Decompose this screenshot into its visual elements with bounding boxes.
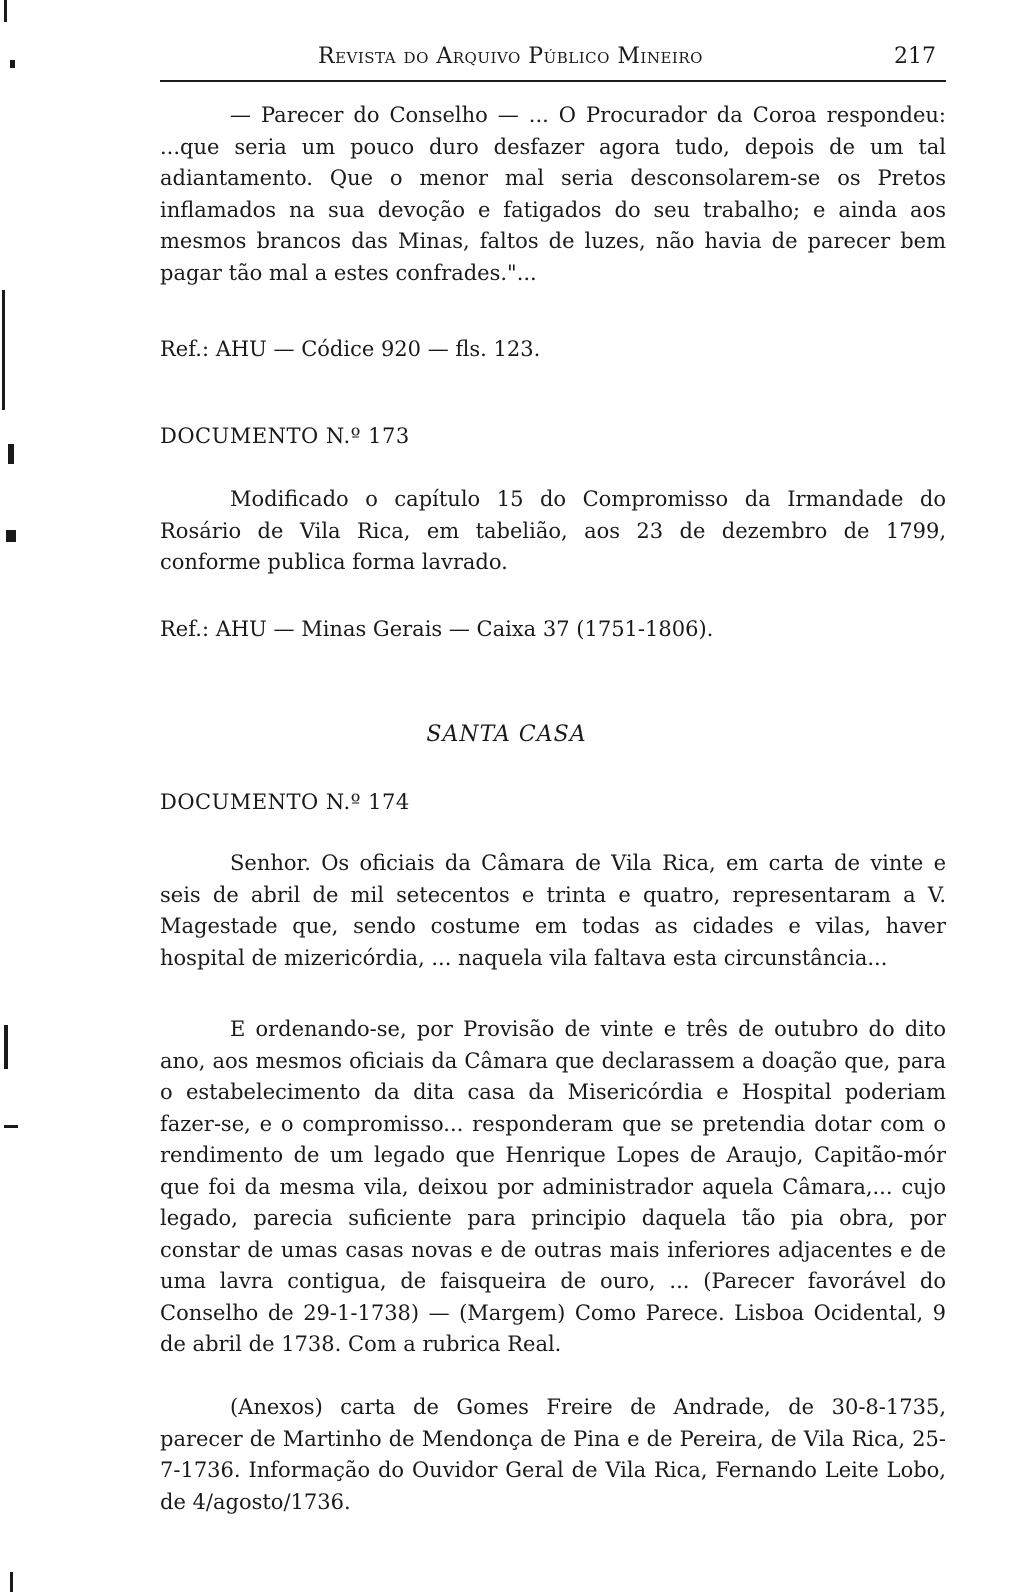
reference-line: Ref.: AHU — Códice 920 — fls. 123. — [160, 337, 541, 361]
document-heading-173: DOCUMENTO N.º 173 — [160, 424, 410, 448]
running-head — [160, 40, 946, 80]
paragraph-ordenando: E ordenando-se, por Provisão de vinte e três de outubro do dito ano, aos mesmos oficiais da Câmara que declarassem a doação que, para o estabelecimento da dita casa da Misericórdia e Hospital poderiam fazer-se, e o compromisso... responderam que se pretendia dotar com o rendimento de um legado que Henrique Lopes de Araujo, Capitão-mór que foi da mesma vila, deixou por administrador aquela Câmara,... cujo legado, parecia suficiente para principio daquela tão pia obra, por constar de umas casas novas e de outras mais inferiores adjacentes e de uma lavra contigua, de faisqueira de ouro, ... (Parecer favorável do Conselho de 29-1-1738) — (Margem) Como Parece. Lisboa Ocidental, 9 de abril de 1738. Com a rubrica Real. — [160, 1017, 946, 1356]
header-rule — [160, 80, 946, 82]
section-title: SANTA CASA — [426, 722, 587, 747]
scan-mark — [4, 1125, 18, 1128]
scan-mark — [8, 444, 14, 464]
scan-mark — [4, 1025, 8, 1069]
scan-mark — [6, 530, 16, 542]
paragraph-senhor: Senhor. Os oficiais da Câmara de Vila Rica, em carta de vinte e seis de abril de mil setecentos e trinta e quatro, representaram a V. Magestade que, sendo costume em todas as cidades e vilas, haver hospital de mizericórdia, ... naquela vila faltava esta circunstância... — [160, 851, 946, 970]
scan-mark — [10, 1572, 13, 1592]
scan-mark — [10, 60, 15, 68]
scan-mark — [2, 290, 5, 410]
reference-line: Ref.: AHU — Minas Gerais — Caixa 37 (1751-1806). — [160, 617, 714, 641]
paragraph-parecer: — Parecer do Conselho — ... O Procurador da Coroa respondeu: ...que seria um pouco duro desfazer agora tudo, depois de um tal adiantamento. Que o menor mal seria desconsolarem-se os Pretos inflamados na sua devoção e fatigados do seu trabalho; e ainda aos mesmos brancos das Minas, faltos de luzes, não havia de parecer bem pagar tão mal a estes confrades."... — [160, 103, 946, 285]
paragraph-document-173: Modificado o capítulo 15 do Compromisso da Irmandade do Rosário de Vila Rica, em tabelião, aos 23 de dezembro de 1799, conforme publica forma lavrado. — [160, 487, 946, 574]
running-title: Revista do Arquivo Público Mineiro — [318, 44, 703, 69]
document-heading-174: DOCUMENTO N.º 174 — [160, 790, 410, 814]
scan-mark — [4, 0, 7, 22]
page-number: 217 — [894, 44, 936, 69]
paragraph-anexos: (Anexos) carta de Gomes Freire de Andrade, de 30-8-1735, parecer de Martinho de Mendonça de Pina e de Pereira, de Vila Rica, 25-7-1736. Informação do Ouvidor Geral de Vila Rica, Fernando Leite Lobo, de 4/agosto/1736. — [160, 1395, 946, 1514]
